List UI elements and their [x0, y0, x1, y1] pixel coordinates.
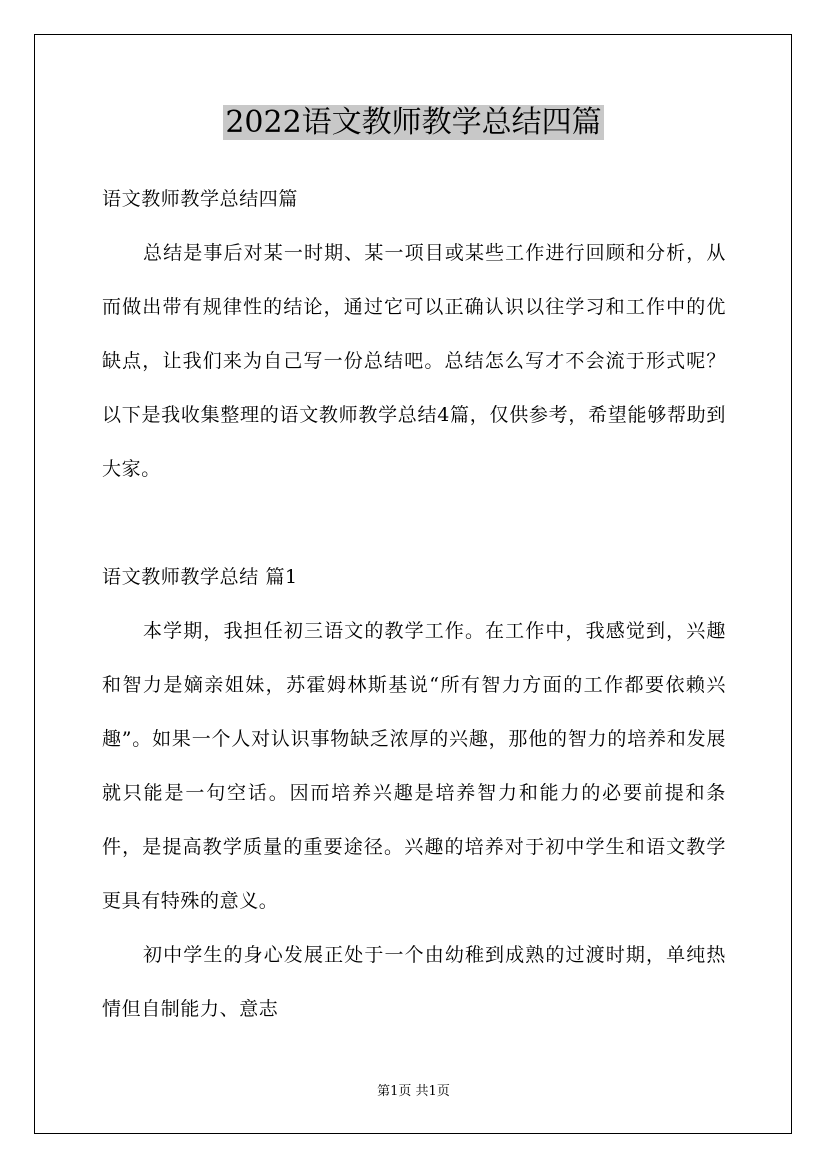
section-paragraph-2: 初中学生的身心发展正处于一个由幼稚到成熟的过渡时期，单纯热情但自制能力、意志 [102, 944, 726, 1020]
intro-paragraph: 总结是事后对某一时期、某一项目或某些工作进行回顾和分析，从而做出带有规律性的结论，通过它可以正确认识以往学习和工作中的优缺点，让我们来为自己写一份总结吧。总结怎么写才不会流于形式呢？以下是我收集整理的语文教师教学总结4篇，仅供参考，希望能够帮助到大家。 [102, 242, 726, 480]
section-paragraph-1: 本学期，我担任初三语文的教学工作。在工作中，我感觉到，兴趣和智力是嫡亲姐妹，苏霍姆林斯基说“所有智力方面的工作都要依赖兴趣”。如果一个人对认识事物缺乏浓厚的兴趣，那他的智力的培养和发展就只能是一句空话。因而培养兴趣是培养智力和能力的必要前提和条件，是提高教学质量的重要途径。兴趣的培养对于初中学生和语文教学更具有特殊的意义。 [102, 620, 726, 912]
section-heading: 语文教师教学总结 篇1 [102, 566, 298, 588]
document-subtitle: 语文教师教学总结四篇 [102, 188, 299, 210]
document-body [102, 172, 726, 1036]
document-title-text: 2022语文教师教学总结四篇 [225, 105, 602, 140]
section-gap [102, 496, 726, 550]
page-footer: 第1页 共1页 [377, 1084, 450, 1099]
document-title [0, 103, 827, 143]
